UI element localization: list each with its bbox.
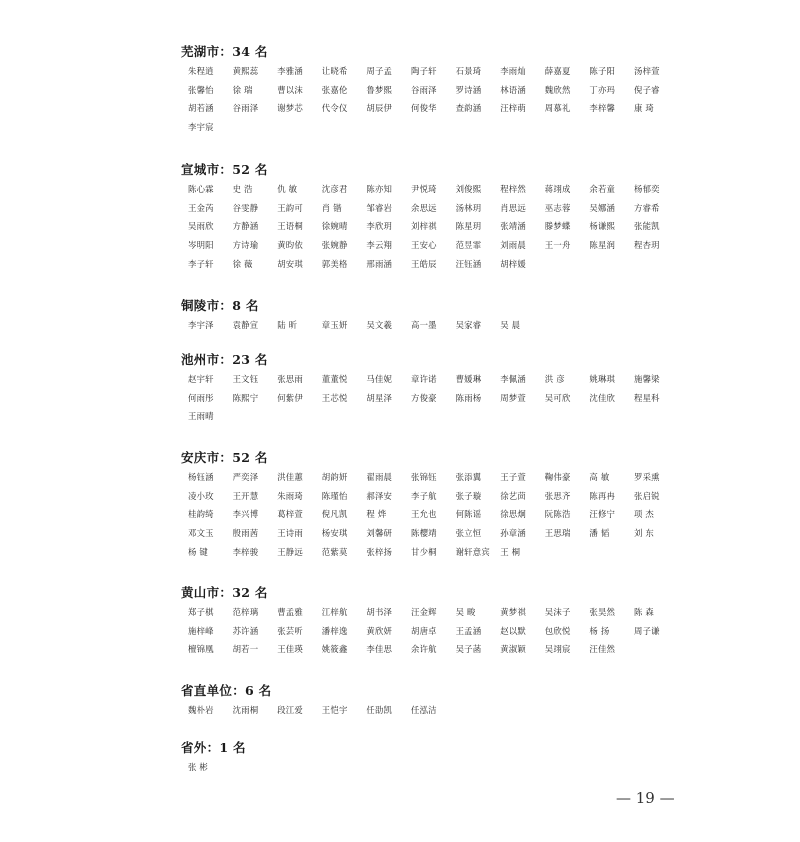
student-name: 胡若一 bbox=[232, 644, 259, 655]
student-name: 刘俊熙 bbox=[455, 184, 482, 194]
student-name: 殷雨茜 bbox=[232, 528, 259, 539]
student-name: 滕梦蝶 bbox=[544, 221, 571, 232]
section-heading: 池州市：23 名 bbox=[181, 352, 268, 367]
student-name: 徐艺茴 bbox=[500, 490, 526, 501]
student-name: 王韵可 bbox=[277, 202, 303, 213]
student-name: 余许航 bbox=[411, 644, 437, 655]
student-name: 魏欣然 bbox=[544, 84, 571, 95]
student-name: 张嘉伦 bbox=[321, 84, 348, 95]
student-name: 郭美格 bbox=[321, 258, 348, 269]
student-name: 岑明阳 bbox=[188, 240, 214, 251]
student-name: 江梓航 bbox=[321, 607, 348, 617]
student-name: 李云翔 bbox=[366, 240, 393, 251]
student-name: 吴 畯 bbox=[455, 607, 476, 617]
student-name: 朱雨琦 bbox=[277, 490, 303, 501]
student-name: 郑子棋 bbox=[188, 607, 214, 617]
student-name: 张婉静 bbox=[321, 240, 348, 251]
student-name: 李子航 bbox=[411, 490, 437, 501]
student-name: 余若童 bbox=[589, 184, 616, 194]
student-name: 徐思炯 bbox=[500, 509, 526, 520]
student-name: 丁亦玛 bbox=[589, 84, 616, 95]
student-name: 高一墨 bbox=[411, 320, 437, 330]
student-name: 王 桐 bbox=[500, 546, 521, 557]
student-name: 王孟涵 bbox=[455, 625, 482, 636]
student-name: 周梦萱 bbox=[500, 392, 526, 403]
student-name: 张能凯 bbox=[634, 221, 660, 232]
student-name: 王芯悦 bbox=[321, 392, 348, 403]
student-name: 邹睿岩 bbox=[366, 202, 393, 213]
student-name: 邢雨涵 bbox=[366, 258, 393, 269]
student-name: 汤梓萱 bbox=[634, 66, 660, 76]
student-name: 徐 薇 bbox=[232, 258, 253, 269]
student-name: 范紫莫 bbox=[321, 546, 348, 557]
student-name: 范昱霏 bbox=[455, 240, 482, 251]
page-number: — 19 — bbox=[616, 789, 675, 807]
student-name: 胡韵妍 bbox=[321, 472, 348, 482]
student-name: 王安心 bbox=[411, 240, 437, 251]
student-name: 谢轩意宾 bbox=[455, 546, 490, 557]
student-name: 王文钰 bbox=[232, 374, 259, 384]
student-name: 王金芮 bbox=[188, 202, 214, 213]
student-name: 张梓扬 bbox=[366, 546, 393, 557]
section-heading: 铜陵市：8 名 bbox=[181, 298, 259, 313]
student-name: 施梓峰 bbox=[188, 625, 214, 636]
student-name: 何陈谣 bbox=[455, 509, 482, 520]
student-name: 凌小玫 bbox=[188, 490, 214, 501]
student-name: 赵宇轩 bbox=[188, 374, 214, 384]
student-name: 胡梓媛 bbox=[500, 258, 526, 269]
student-name: 吴文羲 bbox=[366, 320, 393, 330]
student-name: 鞠伟豪 bbox=[544, 472, 571, 482]
student-name: 陈熙宁 bbox=[232, 392, 259, 403]
student-name: 张馨怡 bbox=[188, 84, 214, 95]
student-name: 苏许涵 bbox=[232, 625, 259, 636]
student-name: 段江爱 bbox=[277, 705, 303, 715]
student-name: 张启锐 bbox=[634, 490, 660, 501]
student-name: 张 彬 bbox=[188, 762, 209, 772]
student-name: 张思齐 bbox=[544, 490, 571, 501]
student-name: 查韵涵 bbox=[455, 103, 482, 114]
student-name: 胡若涵 bbox=[188, 103, 214, 114]
student-name: 李欣玥 bbox=[366, 221, 393, 232]
student-name: 王雨晴 bbox=[188, 411, 214, 422]
student-name: 吴娜涵 bbox=[589, 202, 616, 213]
student-name: 张添翼 bbox=[455, 472, 482, 482]
student-name: 张子璇 bbox=[455, 490, 482, 501]
student-name: 让晓希 bbox=[321, 66, 348, 76]
student-name: 马佳妮 bbox=[366, 374, 393, 384]
section-heading: 安庆市：52 名 bbox=[181, 450, 268, 465]
student-name: 王开慧 bbox=[232, 490, 259, 501]
student-name: 吴翊宸 bbox=[544, 644, 571, 655]
student-name: 张昊然 bbox=[589, 607, 616, 617]
student-name: 项 杰 bbox=[634, 509, 655, 520]
student-name: 谷雯静 bbox=[232, 202, 259, 213]
student-name: 吴 晨 bbox=[500, 320, 521, 330]
student-name: 范梓璃 bbox=[232, 607, 259, 617]
student-name: 黄淑颖 bbox=[500, 644, 526, 655]
student-name: 杨钰涵 bbox=[188, 472, 214, 482]
student-name: 王思瑞 bbox=[544, 528, 571, 539]
student-name: 甘少桐 bbox=[411, 546, 437, 557]
student-name: 孙章涵 bbox=[500, 528, 526, 539]
student-name: 何紫伊 bbox=[277, 392, 303, 403]
student-name: 沈佳欣 bbox=[589, 392, 616, 403]
student-name: 王静远 bbox=[277, 546, 303, 557]
student-name: 吴家睿 bbox=[455, 320, 482, 330]
student-name: 翟雨晨 bbox=[366, 472, 393, 482]
student-name: 陈星玥 bbox=[455, 221, 482, 232]
student-name: 汤林玥 bbox=[455, 202, 482, 213]
student-name: 赵以默 bbox=[500, 625, 526, 636]
student-name: 杨 键 bbox=[188, 546, 209, 557]
student-name: 杨安琪 bbox=[321, 528, 348, 539]
student-name: 周子谦 bbox=[634, 625, 660, 636]
student-name: 洪佳蕙 bbox=[277, 472, 303, 482]
student-name: 巫志蓉 bbox=[544, 202, 571, 213]
student-name: 蒋翊成 bbox=[544, 184, 571, 194]
student-name: 王语桐 bbox=[277, 221, 303, 232]
student-name: 阮陈浩 bbox=[544, 509, 571, 520]
student-name: 魏朴岩 bbox=[188, 705, 214, 715]
student-name: 杨郁奕 bbox=[634, 184, 660, 194]
student-name: 王诗雨 bbox=[277, 528, 303, 539]
student-name: 倪凡凯 bbox=[321, 509, 348, 520]
student-name: 陈雨杨 bbox=[455, 392, 482, 403]
student-name: 罗诗涵 bbox=[455, 84, 482, 95]
student-name: 代令仪 bbox=[321, 103, 348, 114]
student-name: 任泓洁 bbox=[411, 705, 437, 715]
student-name: 吴可欣 bbox=[544, 392, 571, 403]
student-name: 肖 锴 bbox=[321, 202, 342, 213]
student-name: 石景琦 bbox=[455, 66, 482, 76]
student-name: 方静涵 bbox=[232, 221, 259, 232]
student-name: 陈星润 bbox=[589, 240, 616, 251]
student-name: 张芸听 bbox=[277, 625, 303, 636]
student-name: 史 浩 bbox=[232, 184, 253, 194]
student-name: 程梓然 bbox=[500, 184, 526, 194]
student-name: 章玉妍 bbox=[321, 320, 348, 330]
student-name: 程杏玥 bbox=[634, 240, 660, 251]
student-name: 李兴博 bbox=[232, 509, 259, 520]
student-name: 王允也 bbox=[411, 509, 437, 520]
student-name: 吴雨欣 bbox=[188, 221, 214, 232]
student-name: 李梓馨 bbox=[589, 103, 616, 114]
student-name: 李雅涵 bbox=[277, 66, 303, 76]
student-name: 方睿希 bbox=[634, 202, 660, 213]
student-name: 汪梓萌 bbox=[500, 103, 526, 114]
student-name: 胡星泽 bbox=[366, 392, 393, 403]
student-name: 葛梓萱 bbox=[277, 509, 303, 520]
student-name: 李子轩 bbox=[188, 258, 214, 269]
student-name: 袁静宣 bbox=[232, 320, 259, 330]
student-name: 胡书泽 bbox=[366, 607, 393, 617]
student-name: 方俊豪 bbox=[411, 392, 437, 403]
student-name: 任劭凯 bbox=[366, 705, 393, 715]
student-name: 陈子阳 bbox=[589, 66, 616, 76]
student-name: 谢梦芯 bbox=[277, 103, 303, 114]
section-heading: 宣城市：52 名 bbox=[181, 162, 268, 177]
student-name: 陈樱靖 bbox=[411, 528, 437, 539]
student-name: 汪修宁 bbox=[589, 509, 616, 520]
student-name: 谷雨泽 bbox=[232, 103, 259, 114]
student-name: 严奕泽 bbox=[232, 472, 259, 482]
student-name: 高 敏 bbox=[589, 472, 610, 482]
student-name: 曹以沫 bbox=[277, 84, 303, 95]
student-name: 李宇宸 bbox=[188, 122, 214, 133]
student-name: 檀锦凰 bbox=[188, 644, 214, 655]
student-name: 罗采熏 bbox=[634, 472, 660, 482]
student-name: 周慕礼 bbox=[544, 103, 571, 114]
student-name: 包欣悦 bbox=[544, 625, 571, 636]
student-name: 朱程逍 bbox=[188, 66, 214, 76]
student-name: 章许诺 bbox=[411, 374, 437, 384]
student-name: 程星科 bbox=[634, 392, 660, 403]
student-name: 施馨梁 bbox=[634, 374, 660, 384]
student-name: 汪钰涵 bbox=[455, 258, 482, 269]
student-name: 肖思远 bbox=[500, 202, 526, 213]
student-name: 王佳瑛 bbox=[277, 644, 303, 655]
student-name: 方诗瑜 bbox=[232, 240, 259, 251]
section-heading: 芜湖市：34 名 bbox=[181, 44, 268, 59]
student-name: 李宇泽 bbox=[188, 320, 214, 330]
student-name: 桂韵绮 bbox=[188, 509, 214, 520]
student-name: 余思远 bbox=[411, 202, 437, 213]
student-name: 陈瑾怡 bbox=[321, 490, 348, 501]
student-name: 李雨灿 bbox=[500, 66, 526, 76]
student-name: 陆 昕 bbox=[277, 320, 298, 330]
student-name: 鲁梦熙 bbox=[366, 84, 393, 95]
student-name: 张思雨 bbox=[277, 374, 303, 384]
student-name: 沈彦君 bbox=[321, 184, 348, 194]
student-name: 陈亦知 bbox=[366, 184, 393, 194]
student-name: 张靖涵 bbox=[500, 221, 526, 232]
student-name: 刘雨晨 bbox=[500, 240, 526, 251]
student-name: 潘梓逸 bbox=[321, 625, 348, 636]
student-name: 何俊华 bbox=[411, 103, 437, 114]
student-name: 王一舟 bbox=[544, 240, 571, 251]
student-name: 尹悦琦 bbox=[411, 184, 437, 194]
student-name: 曹媛琳 bbox=[455, 374, 482, 384]
student-name: 刘 东 bbox=[634, 528, 655, 539]
student-name: 杨 扬 bbox=[589, 625, 610, 636]
student-name: 胡唐卓 bbox=[411, 625, 437, 636]
student-name: 潘 韬 bbox=[589, 528, 610, 539]
student-name: 李梓骏 bbox=[232, 546, 259, 557]
student-name: 郝泽安 bbox=[366, 490, 393, 501]
student-name: 陈再冉 bbox=[589, 490, 616, 501]
student-name: 吴沫子 bbox=[544, 607, 571, 617]
student-name: 曹孟雅 bbox=[277, 607, 303, 617]
student-name: 张锦钰 bbox=[411, 472, 437, 482]
student-name: 仇 敏 bbox=[277, 184, 298, 194]
student-name: 谷雨泽 bbox=[411, 84, 437, 95]
student-name: 洪 彦 bbox=[544, 374, 565, 384]
student-name: 王皓辰 bbox=[411, 258, 437, 269]
student-name: 杨谦熙 bbox=[589, 221, 616, 232]
student-name: 李佩涵 bbox=[500, 374, 526, 384]
student-name: 林语涵 bbox=[500, 84, 526, 95]
student-name: 黄昀依 bbox=[277, 240, 303, 251]
student-name: 程 烨 bbox=[366, 509, 387, 520]
student-name: 胡安琪 bbox=[277, 258, 303, 269]
student-name: 黄欣妍 bbox=[366, 625, 393, 636]
student-name: 姚筱鑫 bbox=[321, 644, 348, 655]
student-name: 汪金辉 bbox=[411, 607, 437, 617]
student-name: 姚琳琪 bbox=[589, 374, 616, 384]
student-name: 倪子睿 bbox=[634, 84, 660, 95]
student-name: 何雨彤 bbox=[188, 392, 214, 403]
student-name: 李佳思 bbox=[366, 644, 393, 655]
student-name: 徐 瑞 bbox=[232, 84, 253, 95]
student-name: 董董悦 bbox=[321, 374, 348, 384]
student-name: 汪佳然 bbox=[589, 644, 616, 655]
student-name: 张立恒 bbox=[455, 528, 482, 539]
student-name: 薛嘉夏 bbox=[544, 66, 571, 76]
student-name: 刘梓祺 bbox=[411, 221, 437, 232]
student-name: 胡辰伊 bbox=[366, 103, 393, 114]
section-heading: 省直单位：6 名 bbox=[181, 683, 272, 698]
student-name: 吴子菡 bbox=[455, 644, 482, 655]
section-heading: 黄山市：32 名 bbox=[181, 585, 268, 600]
student-name: 刘馨研 bbox=[366, 528, 393, 539]
student-name: 邓文玉 bbox=[188, 528, 214, 539]
student-name: 陈心霖 bbox=[188, 184, 214, 194]
student-name: 陈 森 bbox=[634, 607, 655, 617]
student-name: 王子萱 bbox=[500, 472, 526, 482]
student-name: 康 琦 bbox=[634, 103, 655, 114]
student-name: 沈雨桐 bbox=[232, 705, 259, 715]
student-name: 黄熙蕊 bbox=[232, 66, 259, 76]
student-name: 王恺宇 bbox=[321, 705, 348, 715]
student-name: 黄梦祺 bbox=[500, 607, 526, 617]
student-name: 徐婉晴 bbox=[321, 221, 348, 232]
student-name: 周子孟 bbox=[366, 66, 393, 76]
section-heading: 省外：1 名 bbox=[181, 740, 246, 755]
student-name: 陶子轩 bbox=[411, 66, 437, 76]
